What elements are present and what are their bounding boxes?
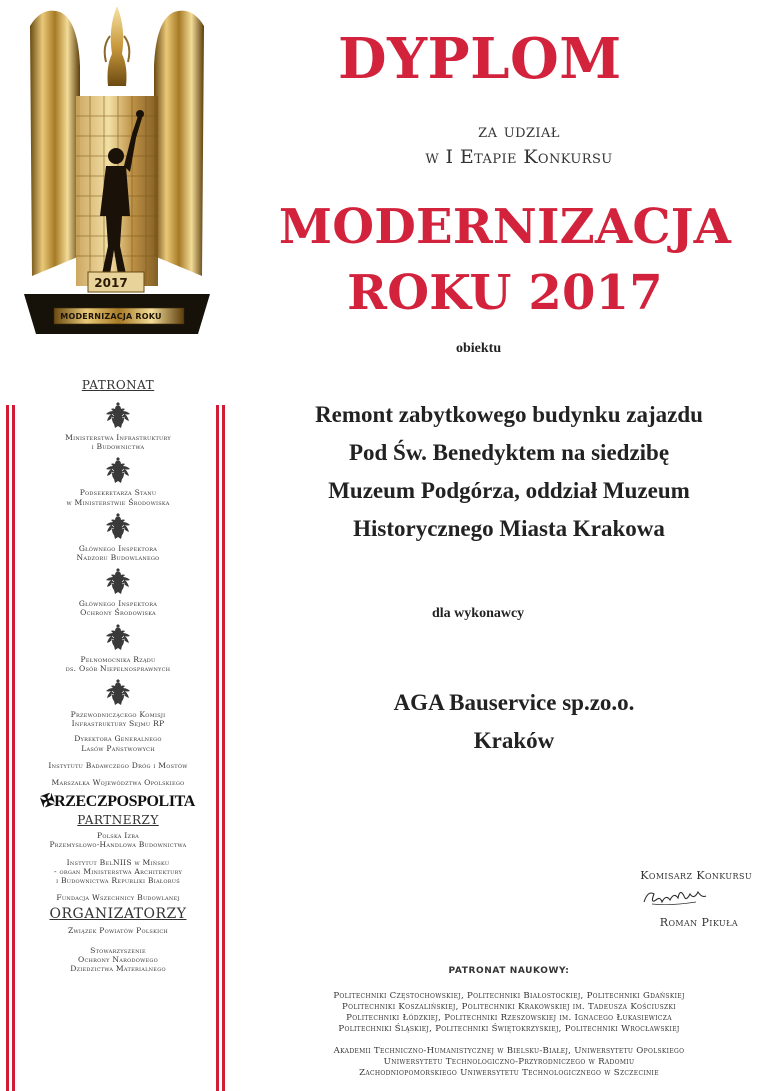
polish-eagle-icon xyxy=(103,457,133,487)
object-title xyxy=(240,396,778,548)
polish-eagle-icon xyxy=(103,679,133,709)
polish-eagle-icon xyxy=(103,513,133,543)
rzeczpospolita-logo-text: RZECZPOSPOLITA xyxy=(54,793,195,811)
competition-name xyxy=(250,194,760,326)
organizer-item xyxy=(18,946,218,974)
partner-item-line: Fundacja Wszechnicy Budowlanej xyxy=(56,893,180,903)
patronat-item xyxy=(18,761,218,770)
rzeczpospolita-logo xyxy=(18,791,218,811)
partner-item-line: Instytut BelNIIS w Mińsku xyxy=(66,857,170,867)
partner-item-line: Przemysłowo-Handlowa Budownictwa xyxy=(49,840,187,850)
organizer-item-line: Związek Powiatów Polskich xyxy=(67,926,169,936)
partner-item xyxy=(18,831,218,849)
partner-item-line: - organ Ministerstwa Architektury xyxy=(53,866,183,876)
diploma-subtitle-line: w I Etapie Konkursu xyxy=(425,146,613,168)
scientific-patronage-heading: PATRONAT NAUKOWY: xyxy=(448,966,570,976)
patronat-item-line: Instytutu Badawczego Dróg i Mostów xyxy=(48,760,188,770)
patronat-item xyxy=(18,734,218,752)
commissioner-name: Roman Pikuła xyxy=(659,916,738,929)
trophy-image xyxy=(22,6,212,341)
patronage-sidebar xyxy=(18,378,218,981)
patronat-item xyxy=(18,679,218,728)
scientific-patronage-universities xyxy=(240,991,778,1035)
patronat-item xyxy=(18,624,218,673)
left-red-bar-outer xyxy=(6,405,9,1091)
patronat-item-line: Infrastruktury Sejmu RP xyxy=(71,719,165,729)
patronat-item xyxy=(18,513,218,562)
right-red-bar-outer xyxy=(222,405,225,1091)
diploma-subtitle-line: za udział xyxy=(478,120,560,142)
patronat-item-line: Ochrony Środowiska xyxy=(80,608,156,618)
diploma-title: DYPLOM xyxy=(338,26,622,92)
object-title-line: Muzeum Podgórza, oddział Muzeum xyxy=(328,478,690,503)
patronat-item-line: Pełnomocnika Rządu xyxy=(80,654,156,664)
contractor-label: dla wykonawcy xyxy=(432,606,525,621)
university-line: Politechniki Śląskiej, Politechniki Świętokrzyskiej, Politechniki Wrocławskiej xyxy=(338,1024,680,1034)
patronat-item-line: Ministerstwa Infrastruktury xyxy=(65,433,171,442)
trophy-year-label: 2017 xyxy=(94,276,128,290)
patronat-heading: PATRONAT xyxy=(81,378,155,392)
competition-name-line: MODERNIZACJA xyxy=(278,199,732,255)
organizers-heading: ORGANIZATORZY xyxy=(49,906,187,923)
patronat-item-line: Dyrektora Generalnego xyxy=(74,734,162,744)
patronat-item-line: Nadzoru Budowlanego xyxy=(76,553,160,563)
university-line: Politechniki Koszalińskiej, Politechniki Krakowskiej im. Tadeusza Kościuszki xyxy=(342,1002,676,1012)
patronat-item-line: Głównego Inspektora xyxy=(78,543,158,553)
contractor-city: Kraków xyxy=(473,728,555,753)
patronat-item xyxy=(18,778,218,787)
handwritten-signature xyxy=(640,884,710,910)
diploma-subtitle xyxy=(240,118,778,170)
patronat-item-line: Lasów Państwowych xyxy=(81,743,155,753)
patronat-item xyxy=(18,457,218,506)
commissioner-role: Komisarz Konkursu xyxy=(640,869,752,882)
partner-item-line: Polska Izba xyxy=(96,831,140,841)
patronat-item-line: Przewodniczącego Komisji xyxy=(70,710,166,720)
object-title-line: Pod Św. Benedyktem na siedzibę xyxy=(348,440,670,465)
eagle-logo-icon: ✠ xyxy=(38,791,57,812)
partner-item-line: i Budownictwa Republiki Białoruś xyxy=(56,876,180,886)
contractor-name: AGA Bauservice sp.zo.o. xyxy=(393,690,635,715)
university-line: Akademii Techniczno-Humanistycznej w Bielsku-Białej, Uniwersytetu Opolskiego xyxy=(333,1046,685,1056)
object-title-line: Remont zabytkowego budynku zajazdu xyxy=(315,402,703,427)
polish-eagle-icon xyxy=(103,402,133,432)
university-line: Uniwersytetu Technologiczno-Przyrodniczego w Radomiu xyxy=(383,1057,635,1067)
partner-item xyxy=(18,858,218,886)
object-title-line: Historycznego Miasta Krakowa xyxy=(353,516,665,541)
patronat-item-line: Podsekretarza Stanu xyxy=(79,488,157,498)
patronat-item xyxy=(18,568,218,617)
patronat-item-line: Marszałka Województwa Opolskiego xyxy=(51,778,185,788)
polish-eagle-icon xyxy=(103,568,133,598)
trophy-plaque-label: MODERNIZACJA ROKU xyxy=(60,312,162,321)
university-line: Zachodniopomorskiego Uniwersytetu Technologicznego w Szczecinie xyxy=(359,1068,659,1078)
patronat-item xyxy=(18,402,218,451)
patronat-item-line: w Ministerstwie Środowiska xyxy=(66,497,170,507)
organizer-item-line: Ochrony Narodowego xyxy=(78,954,158,964)
scientific-patronage-academies xyxy=(240,1046,778,1079)
patronat-item-line: Głównego Inspektora xyxy=(78,599,158,609)
object-label: obiektu xyxy=(456,341,502,356)
competition-name-line: ROKU 2017 xyxy=(347,265,663,321)
organizer-item xyxy=(18,926,218,935)
contractor-block xyxy=(240,684,778,760)
organizer-item-line: Dziedzictwa Materialnego xyxy=(70,964,166,974)
left-red-bar-inner xyxy=(12,405,15,1091)
organizer-item-line: Stowarzyszenie xyxy=(90,945,146,955)
partners-heading: PARTNERZY xyxy=(77,813,159,828)
university-line: Politechniki Częstochowskiej, Politechniki Białostockiej, Politechniki Gdańskiej xyxy=(333,991,685,1001)
patronat-item-line: i Budownictwa xyxy=(91,442,145,452)
university-line: Politechniki Łódzkiej, Politechniki Rzeszowskiej im. Ignacego Łukasiewicza xyxy=(346,1013,672,1023)
partner-item xyxy=(18,893,218,902)
polish-eagle-icon xyxy=(103,624,133,654)
patronat-item-line: ds. Osób Niepełnosprawnych xyxy=(65,663,171,673)
